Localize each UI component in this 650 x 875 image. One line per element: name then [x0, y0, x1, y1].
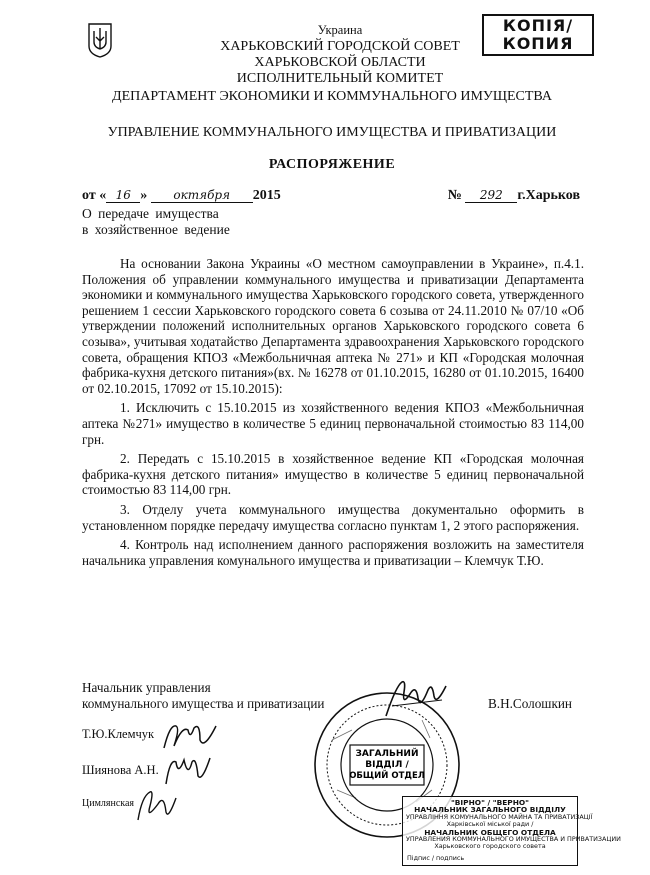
- stamp-line: Харківської міської ради /: [446, 820, 534, 829]
- order-item-1: 1. Исключить с 15.10.2015 из хозяйственного ведения КПОЗ «Межбольничная аптека №271» имущество в количестве 5 единиц первоначальной стоимостью 83 114,00 грн.: [82, 400, 584, 447]
- stamp-line: НАЧАЛЬНИК ЗАГАЛЬНОГО ВІДДІЛУ: [414, 805, 566, 815]
- seal-center-line: ЗАГАЛЬНИЙ: [355, 749, 419, 759]
- document-number: [448, 188, 580, 204]
- date-prefix: от «: [82, 188, 107, 203]
- document-date: [82, 188, 281, 204]
- order-item-4: 4. Контроль над исполнением данного распоряжения возложить на заместителя начальника управления комунального имущества и приватизации – Клемчук Т.Ю.: [82, 537, 584, 568]
- certification-stamp: [402, 796, 621, 866]
- document-subject: [82, 206, 230, 238]
- stamp-line: НАЧАЛЬНИК ОБЩЕГО ОТДЕЛА: [424, 827, 556, 837]
- header-council: ХАРЬКОВСКИЙ ГОРОДСКОЙ СОВЕТ: [220, 39, 460, 54]
- seal-center-line: ВІДДІЛ /: [365, 760, 409, 770]
- stamp-line: "ВІРНО" / "ВЕРНО": [450, 798, 530, 807]
- date-year: 2015: [252, 188, 281, 203]
- executor-2: Шиянова А.Н.: [82, 763, 159, 777]
- executor-1: Т.Ю.Клемчук: [82, 727, 155, 741]
- subject-line: в хозяйственное ведение: [82, 222, 230, 237]
- header-region: ХАРЬКОВСКОЙ ОБЛАСТИ: [254, 55, 426, 70]
- signatory-title: [82, 680, 324, 711]
- header-committee: ИСПОЛНИТЕЛЬНЫЙ КОМИТЕТ: [236, 71, 444, 86]
- signatory-title-line: коммунального имущества и приватизации: [82, 695, 325, 711]
- stamp-line: УПРАВЛІННЯ КОМУНАЛЬНОГО МАЙНА ТА ПРИВАТИЗАЦІЇ: [406, 812, 593, 821]
- date-month: октября: [151, 188, 253, 203]
- document-type: РАСПОРЯЖЕНИЕ: [268, 157, 396, 172]
- signatory-name: В.Н.Солошкин: [488, 696, 572, 711]
- subject-line: О передаче имущества: [82, 206, 219, 221]
- number-prefix: №: [447, 188, 462, 203]
- document-body: [82, 256, 584, 568]
- handwritten-signature: [162, 752, 214, 790]
- preamble-paragraph: На основании Закона Украины «О местном самоуправлении в Украине», п.4.1. Положения об управлении коммунального имущества и приватизации Департамента экономики и коммунального имущества Харьковского городского совета, утвержденного решением 1 сессии Харьковского городского совета 6 созыва от 24.11.2010 № 07/10 «Об утверждении положений исполнительных органов Харьковского городского совета 6 созыва», учитывая ходатайство Департамента здравоохранения Харьковского городского совета, обращения КПОЗ «Межбольничная аптека № 271» и КП «Городская молочная фабрика-кухня детского питания»(вх. № 16278 от 01.10.2015, 16280 от 01.10.2015, 16400 от 02.10.2015, 17092 от 15.10.2015):: [82, 256, 584, 396]
- stamp-line: Харьковского городского совета: [434, 842, 546, 851]
- number-value: 292: [465, 188, 517, 203]
- date-separator: »: [140, 188, 148, 203]
- seal-center-line: ОБЩИЙ ОТДЕЛ: [349, 771, 425, 781]
- header-department: ДЕПАРТАМЕНТ ЭКОНОМИКИ И КОММУНАЛЬНОГО ИМУЩЕСТВА: [112, 89, 552, 104]
- header-directorate: УПРАВЛЕНИЕ КОММУНАЛЬНОГО ИМУЩЕСТВА И ПРИВАТИЗАЦИИ: [107, 125, 557, 140]
- copy-stamp-line: КОПИЯ: [502, 34, 574, 53]
- handwritten-signature: [132, 786, 180, 826]
- city: г.Харьков: [517, 188, 580, 203]
- stamp-sign-label: Підпис / подпись: [407, 853, 465, 862]
- date-day: 16: [106, 188, 140, 203]
- order-item-3: 3. Отделу учета коммунального имущества документально оформить в установленном порядке передачу имущества согласно пунктам 1, 2 этого распоряжения.: [82, 501, 584, 533]
- signatory-title-line: Начальник управления: [82, 680, 211, 695]
- executor-3: Цимлянская: [82, 798, 135, 809]
- header-country: Украина: [317, 23, 363, 37]
- order-item-2: 2. Передать с 15.10.2015 в хозяйственное ведение КП «Городская молочная фабрика-кухня детского питания» имущество в количестве 5 единиц первоначальной стоимостью 83 114,00 грн.: [82, 451, 584, 498]
- stamp-line: УПРАВЛЕНИЯ КОММУНАЛЬНОГО ИМУЩЕСТВА И ПРИВАТИЗАЦИИ: [406, 835, 621, 844]
- copy-stamp-line: КОПІЯ/: [502, 16, 574, 35]
